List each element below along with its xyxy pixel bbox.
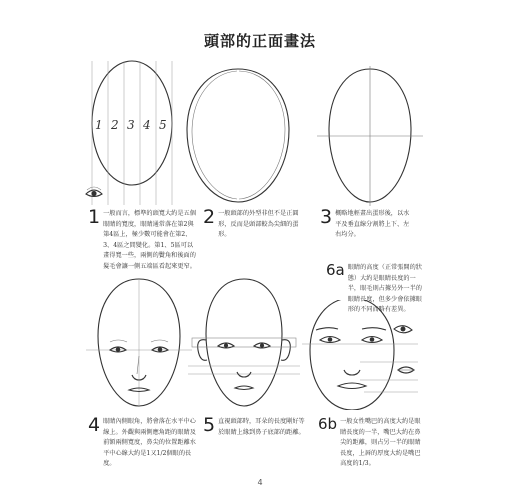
mouth-closeup-icon <box>398 367 414 373</box>
figure-face-measurements <box>300 300 420 410</box>
figure-face-front <box>84 276 194 411</box>
caption-5 <box>203 416 307 438</box>
caption-1 <box>88 208 198 272</box>
page-number: 4 <box>257 478 263 487</box>
figure-egg-shape <box>183 66 293 206</box>
egg-crosslines-drawing <box>315 66 425 206</box>
caption-text-1: 一般而言，標準的頭寬大約是五個眼睛的寬度，眼睛通常落在第2與第4區上，極少數可能會在第2、3、4區之間變化。第1、5區可以畫得寬一些，兩側的鬢角和後面的髮毛會讓一側五端區看起來更窄。 <box>103 210 196 270</box>
division-number-1: 1 <box>95 118 103 132</box>
figure-egg-crosslines <box>315 66 425 206</box>
caption-text-5: 直視頭部時，耳朵的長度剛好等於眼睛上緣到鼻子底部的距離。 <box>218 418 305 436</box>
caption-4 <box>88 416 196 470</box>
face-measurements-drawing <box>300 300 420 410</box>
eye-closeup-icon <box>394 326 412 333</box>
page-title: 頭部的正面畫法 <box>203 32 316 50</box>
caption-text-2: 一般頭部的外型非但不是正圓形，反而是頭部較為尖細的蛋形。 <box>218 210 299 238</box>
caption-number-3: 3 <box>320 206 333 228</box>
caption-text-6a: 眼睛的高度（正常張開的狀態）大約是眼睛長度的一半，眼毛則占據另外一半的眼睛長度，但多少會依據眼形的不同而略有差異。 <box>347 264 422 313</box>
division-number-4: 4 <box>143 118 151 132</box>
caption-number-1: 1 <box>88 206 101 228</box>
division-number-3: 3 <box>127 118 135 132</box>
division-number-2: 2 <box>111 118 119 132</box>
caption-number-4: 4 <box>88 414 101 436</box>
figure-head-five-divisions <box>84 55 184 205</box>
caption-text-6b: 一般女性嘴巴的高度大約是眼睛長度的一半，嘴巴大約在鼻尖的距離，則占另一半的眼睛長度，上唇的厚度大約是嘴巴高度的1/3。 <box>340 418 421 467</box>
head-five-divisions-drawing <box>84 55 184 205</box>
figure-head-ears <box>184 276 304 411</box>
division-number-5: 5 <box>159 118 167 132</box>
caption-text-4: 眼睛內側眼角，將會落在水平中心線上。外觀與兩側應角距的眼睛及前額兩側寬度，鼻尖的位置距離水平中心線大約是1又1/2個眼的長度。 <box>103 418 196 467</box>
caption-number-2: 2 <box>203 206 216 228</box>
eye-sketch-icon <box>86 187 102 197</box>
caption-6b <box>318 416 422 470</box>
caption-number-6b: 6b <box>318 415 338 433</box>
caption-2 <box>203 208 305 241</box>
caption-text-3: 概略地輕畫出蛋形後，以水平及垂直線分割將上下、左右均分。 <box>335 210 410 238</box>
egg-shape-drawing <box>183 66 293 206</box>
face-front-drawing <box>84 276 194 411</box>
head-ears-drawing <box>184 276 304 411</box>
caption-number-5: 5 <box>203 414 216 436</box>
caption-3 <box>320 208 410 241</box>
caption-number-6a: 6a <box>326 261 345 279</box>
